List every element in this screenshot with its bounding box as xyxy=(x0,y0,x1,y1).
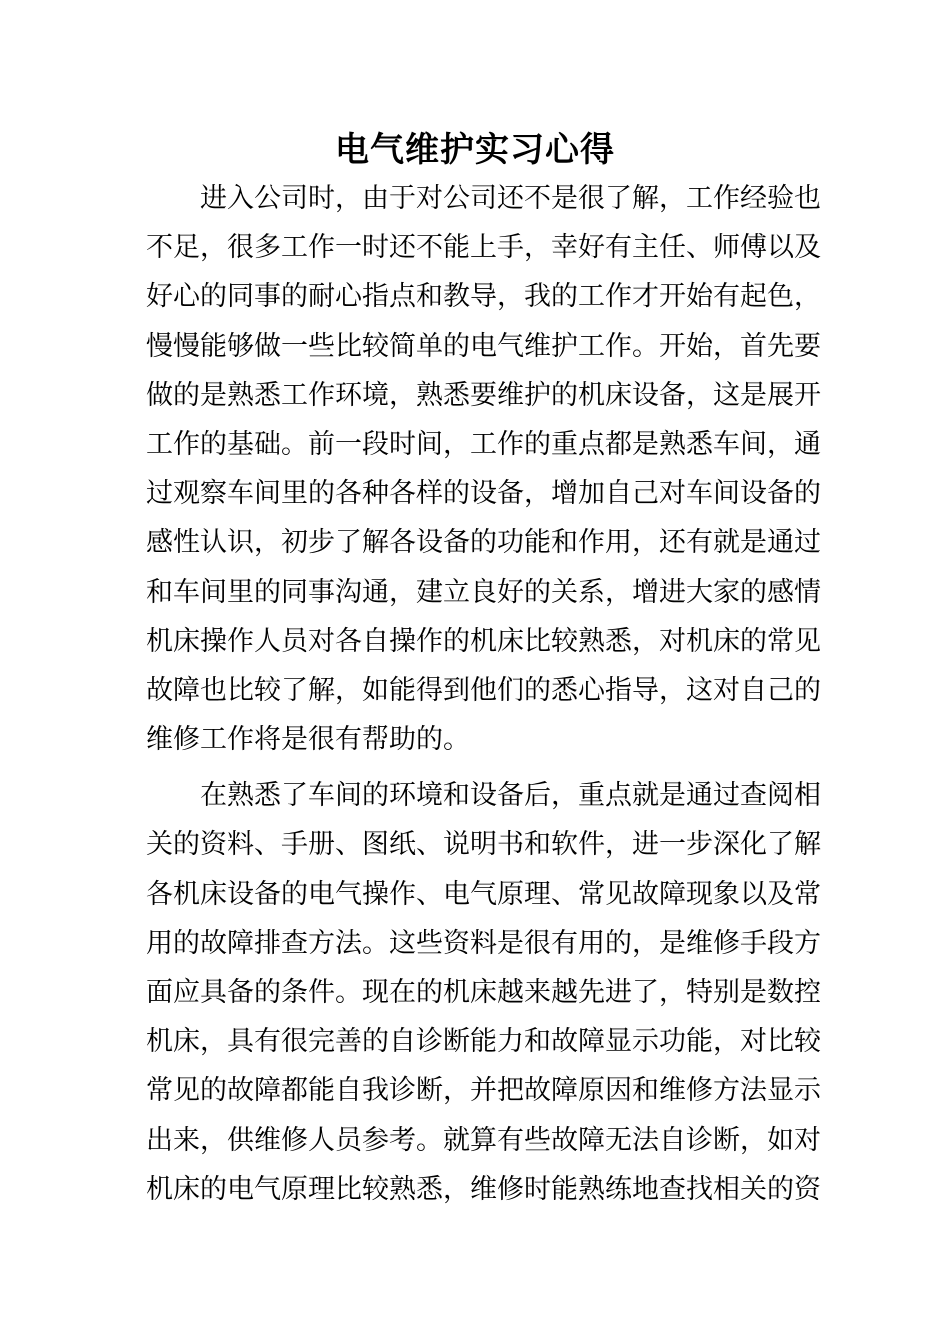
paragraph-2 xyxy=(146,771,821,1214)
paragraph-line: 维修工作将是很有帮助的。 xyxy=(146,724,470,756)
paragraph-1 xyxy=(146,174,821,764)
paragraph-line: 用的故障排查方法。这些资料是很有用的，是维修手段方 xyxy=(146,927,821,959)
paragraph-line: 机床，具有很完善的自诊断能力和故障显示功能，对比较 xyxy=(146,1026,821,1058)
paragraph-line: 做的是熟悉工作环境，熟悉要维护的机床设备，这是展开 xyxy=(146,379,821,411)
paragraph-line: 工作的基础。前一段时间，工作的重点都是熟悉车间，通 xyxy=(146,428,821,460)
paragraph-line: 机床的电气原理比较熟悉，维修时能熟练地查找相关的资 xyxy=(146,1173,821,1205)
paragraph-line: 好心的同事的耐心指点和教导，我的工作才开始有起色， xyxy=(146,281,821,313)
document-title: 电气维护实习心得 xyxy=(335,130,615,170)
paragraph-line: 出来，供维修人员参考。就算有些故障无法自诊断，如对 xyxy=(146,1124,821,1156)
paragraph-line: 感性认识，初步了解各设备的功能和作用，还有就是通过 xyxy=(146,527,821,559)
paragraph-line: 过观察车间里的各种各样的设备，增加自己对车间设备的 xyxy=(146,478,821,510)
paragraph-line: 机床操作人员对各自操作的机床比较熟悉，对机床的常见 xyxy=(146,625,821,657)
paragraph-line: 慢慢能够做一些比较简单的电气维护工作。开始，首先要 xyxy=(146,330,821,362)
paragraph-line: 关的资料、手册、图纸、说明书和软件，进一步深化了解 xyxy=(146,829,821,861)
paragraph-line: 进入公司时，由于对公司还不是很了解，工作经验也 xyxy=(146,183,821,214)
paragraph-line: 各机床设备的电气操作、电气原理、常见故障现象以及常 xyxy=(146,878,821,910)
document-body xyxy=(146,174,821,1214)
paragraph-line: 面应具备的条件。现在的机床越来越先进了，特别是数控 xyxy=(146,977,821,1008)
paragraph-line: 常见的故障都能自我诊断，并把故障原因和维修方法显示 xyxy=(146,1075,821,1107)
paragraph-line: 在熟悉了车间的环境和设备后，重点就是通过查阅相 xyxy=(146,780,821,812)
paragraph-line: 不足，很多工作一时还不能上手，幸好有主任、师傅以及 xyxy=(146,232,821,264)
paragraph-line: 和车间里的同事沟通，建立良好的关系，增进大家的感情 xyxy=(146,576,821,608)
paragraph-line: 故障也比较了解，如能得到他们的悉心指导，这对自己的 xyxy=(146,674,821,706)
